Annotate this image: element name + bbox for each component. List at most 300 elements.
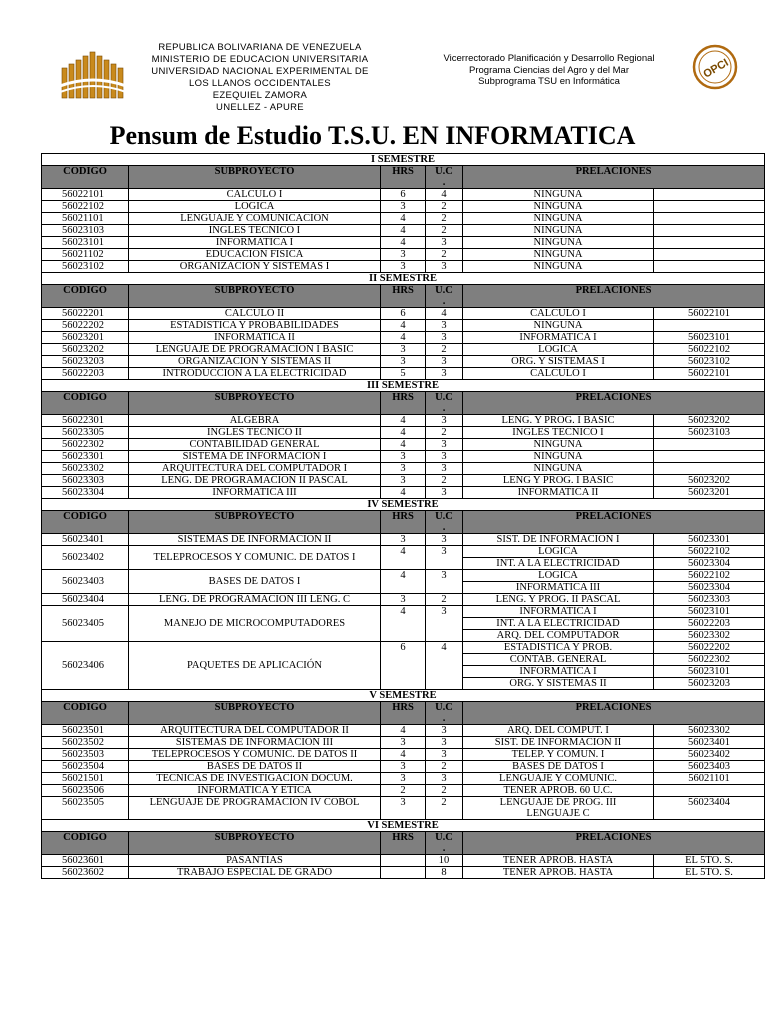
table-row: [42, 344, 765, 356]
course-credits: 3: [426, 237, 463, 249]
table-row: [42, 570, 765, 582]
prereq-name: NINGUNA: [463, 249, 654, 261]
column-header-subject: SUBPROYECTO: [129, 702, 381, 725]
institution-header-line: UNELLEZ - APURE: [216, 102, 304, 113]
prereq-name: TENER APROB. HASTA: [463, 867, 654, 879]
table-row: [42, 189, 765, 201]
table-row: [42, 427, 765, 439]
prereq-code: [654, 261, 765, 273]
prereq-name: SIST. DE INFORMACION I: [463, 534, 654, 546]
semester-header: [42, 690, 765, 702]
course-credits: 3: [426, 606, 463, 642]
semester-header: [42, 154, 765, 166]
course-code: 56022301: [42, 415, 129, 427]
prereq-code: 56023202: [654, 415, 765, 427]
course-code: 56023504: [42, 761, 129, 773]
course-credits: 4: [426, 642, 463, 690]
prereq-code: 56023101: [654, 332, 765, 344]
prereq-code: 56022101: [654, 308, 765, 320]
table-row: [42, 475, 765, 487]
column-header-subject: SUBPROYECTO: [129, 511, 381, 534]
course-hours: 4: [381, 487, 426, 499]
course-name: TECNICAS DE INVESTIGACION DOCUM.: [129, 773, 381, 785]
prereq-code: 56023203: [654, 678, 765, 690]
table-row: [42, 725, 765, 737]
prereq-name: LOGICA: [463, 344, 654, 356]
course-hours: 3: [381, 356, 426, 368]
prereq-code: 56023404: [654, 797, 765, 820]
course-code: 56023602: [42, 867, 129, 879]
course-hours: 3: [381, 201, 426, 213]
course-hours: 4: [381, 237, 426, 249]
prereq-name: LENG. Y PROG. II PASCAL: [463, 594, 654, 606]
prereq-name: CALCULO I: [463, 368, 654, 380]
course-hours: 4: [381, 439, 426, 451]
prereq-code: 56023202: [654, 475, 765, 487]
table-row: [42, 320, 765, 332]
column-header-uc: U.C .: [426, 511, 463, 534]
course-code: 56023502: [42, 737, 129, 749]
course-name: INTRODUCCION A LA ELECTRICIDAD: [129, 368, 381, 380]
column-header-subject: SUBPROYECTO: [129, 285, 381, 308]
table-row: [42, 737, 765, 749]
course-hours: 3: [381, 261, 426, 273]
table-row: [42, 797, 765, 820]
unellez-logo: [60, 46, 126, 106]
course-name: INFORMATICA II: [129, 332, 381, 344]
opci-logo: [692, 44, 738, 90]
column-header-uc: U.C .: [426, 702, 463, 725]
course-name: CALCULO I: [129, 189, 381, 201]
semester-title: II SEMESTRE: [42, 273, 765, 285]
course-name: BASES DE DATOS I: [129, 570, 381, 594]
prereq-code: [654, 213, 765, 225]
course-credits: 3: [426, 261, 463, 273]
course-credits: 2: [426, 475, 463, 487]
institution-header-line: EZEQUIEL ZAMORA: [212, 90, 308, 101]
course-name: EDUCACION FISICA: [129, 249, 381, 261]
column-header-row: [42, 511, 765, 534]
semester-title: V SEMESTRE: [42, 690, 765, 702]
course-hours: 4: [381, 606, 426, 642]
table-row: [42, 534, 765, 546]
semester-header: [42, 499, 765, 511]
course-hours: 2: [381, 785, 426, 797]
prereq-name: ARQ. DEL COMPUTADOR: [463, 630, 654, 642]
semester-title: III SEMESTRE: [42, 380, 765, 392]
course-hours: 4: [381, 546, 426, 570]
prereq-name: ORG. Y SISTEMAS II: [463, 678, 654, 690]
prereq-name: INFORMATICA I: [463, 606, 654, 618]
course-name: ARQUITECTURA DEL COMPUTADOR I: [129, 463, 381, 475]
course-credits: 2: [426, 213, 463, 225]
course-code: 56023202: [42, 344, 129, 356]
institution-header: [130, 42, 390, 114]
course-code: 56022101: [42, 189, 129, 201]
course-hours: 4: [381, 725, 426, 737]
table-row: [42, 749, 765, 761]
course-credits: 3: [426, 332, 463, 344]
prereq-name: NINGUNA: [463, 463, 654, 475]
prereq-code: [654, 249, 765, 261]
prereq-code: 56022202: [654, 642, 765, 654]
prereq-name: CALCULO I: [463, 308, 654, 320]
table-row: [42, 261, 765, 273]
course-name: ALGEBRA: [129, 415, 381, 427]
prereq-code: 56022102: [654, 344, 765, 356]
prereq-name: NINGUNA: [463, 261, 654, 273]
column-header-code: CODIGO: [42, 285, 129, 308]
course-credits: 2: [426, 225, 463, 237]
table-row: [42, 356, 765, 368]
prereq-name: CONTAB. GENERAL: [463, 654, 654, 666]
course-name: TRABAJO ESPECIAL DE GRADO: [129, 867, 381, 879]
prereq-code: 56023101: [654, 606, 765, 618]
course-hours: 3: [381, 594, 426, 606]
semester-header: [42, 273, 765, 285]
prereq-code: [654, 189, 765, 201]
prereq-name: INFORMATICA III: [463, 582, 654, 594]
semester-title: IV SEMESTRE: [42, 499, 765, 511]
table-row: [42, 487, 765, 499]
course-name: ESTADISTICA Y PROBABILIDADES: [129, 320, 381, 332]
course-code: 56021102: [42, 249, 129, 261]
table-row: [42, 225, 765, 237]
table-row: [42, 415, 765, 427]
program-header-line: Subprograma TSU en Informática: [478, 76, 620, 87]
course-name: MANEJO DE MICROCOMPUTADORES: [129, 606, 381, 642]
table-row: [42, 463, 765, 475]
course-name: TELEPROCESOS Y COMUNIC. DE DATOS I: [129, 546, 381, 570]
prereq-code: 56021101: [654, 773, 765, 785]
prereq-code: 56023302: [654, 630, 765, 642]
column-header-row: [42, 392, 765, 415]
prereq-name: INFORMATICA II: [463, 487, 654, 499]
prereq-code: 56022102: [654, 546, 765, 558]
column-header-uc: U.C .: [426, 166, 463, 189]
table-row: [42, 368, 765, 380]
prereq-code: [654, 451, 765, 463]
course-name: INGLES TECNICO I: [129, 225, 381, 237]
course-name: ARQUITECTURA DEL COMPUTADOR II: [129, 725, 381, 737]
course-code: 56023402: [42, 546, 129, 570]
course-credits: 3: [426, 534, 463, 546]
column-header-hrs: HRS: [381, 285, 426, 308]
table-row: [42, 606, 765, 618]
prereq-name: INFORMATICA I: [463, 332, 654, 344]
course-credits: 3: [426, 439, 463, 451]
course-credits: 2: [426, 594, 463, 606]
column-header-subject: SUBPROYECTO: [129, 392, 381, 415]
prereq-name: LOGICA: [463, 546, 654, 558]
prereq-code: [654, 320, 765, 332]
course-name: LENGUAJE DE PROGRAMACION IV COBOL: [129, 797, 381, 820]
table-row: [42, 594, 765, 606]
course-hours: 3: [381, 451, 426, 463]
column-header-hrs: HRS: [381, 511, 426, 534]
semester-title: I SEMESTRE: [42, 154, 765, 166]
course-hours: 5: [381, 368, 426, 380]
course-credits: 2: [426, 249, 463, 261]
course-credits: 3: [426, 546, 463, 570]
course-credits: 3: [426, 570, 463, 594]
course-name: SISTEMAS DE INFORMACION III: [129, 737, 381, 749]
table-row: [42, 439, 765, 451]
course-code: 56023203: [42, 356, 129, 368]
prereq-name: NINGUNA: [463, 201, 654, 213]
course-credits: 3: [426, 415, 463, 427]
table-row: [42, 249, 765, 261]
table-row: [42, 642, 765, 654]
prereq-name: ARQ. DEL COMPUT. I: [463, 725, 654, 737]
prereq-code: 56023401: [654, 737, 765, 749]
table-row: [42, 773, 765, 785]
table-row: [42, 332, 765, 344]
prereq-name: INFORMATICA I: [463, 666, 654, 678]
column-header-subject: SUBPROYECTO: [129, 166, 381, 189]
course-name: LOGICA: [129, 201, 381, 213]
prereq-code: 56023101: [654, 666, 765, 678]
prereq-name: BASES DE DATOS I: [463, 761, 654, 773]
course-name: INFORMATICA Y ETICA: [129, 785, 381, 797]
course-code: 56023102: [42, 261, 129, 273]
course-code: 56022302: [42, 439, 129, 451]
prereq-name: LENGUAJE DE PROG. III LENGUAJE C: [463, 797, 654, 820]
table-row: [42, 308, 765, 320]
course-credits: 2: [426, 761, 463, 773]
column-header-code: CODIGO: [42, 832, 129, 855]
column-header-hrs: HRS: [381, 392, 426, 415]
course-code: 56023302: [42, 463, 129, 475]
column-header-uc: U.C .: [426, 832, 463, 855]
prereq-name: NINGUNA: [463, 439, 654, 451]
column-header-prereq: PRELACIONES: [463, 285, 765, 308]
prereq-code: 56023302: [654, 725, 765, 737]
table-row: [42, 867, 765, 879]
course-name: LENGUAJE DE PROGRAMACION I BASIC: [129, 344, 381, 356]
column-header-code: CODIGO: [42, 166, 129, 189]
course-hours: [381, 855, 426, 867]
semester-title: VI SEMESTRE: [42, 820, 765, 832]
course-code: 56023406: [42, 642, 129, 690]
course-hours: 4: [381, 427, 426, 439]
column-header-subject: SUBPROYECTO: [129, 832, 381, 855]
course-hours: 3: [381, 737, 426, 749]
course-name: INGLES TECNICO II: [129, 427, 381, 439]
course-name: BASES DE DATOS II: [129, 761, 381, 773]
course-credits: 3: [426, 356, 463, 368]
prereq-name: INT. A LA ELECTRICIDAD: [463, 558, 654, 570]
course-credits: 3: [426, 737, 463, 749]
column-header-row: [42, 166, 765, 189]
prereq-code: 56023403: [654, 761, 765, 773]
course-code: 56021101: [42, 213, 129, 225]
column-header-prereq: PRELACIONES: [463, 392, 765, 415]
column-header-hrs: HRS: [381, 166, 426, 189]
prereq-code: 56023103: [654, 427, 765, 439]
course-code: 56022203: [42, 368, 129, 380]
prereq-name: TENER APROB. 60 U.C.: [463, 785, 654, 797]
course-code: 56022102: [42, 201, 129, 213]
course-hours: 3: [381, 797, 426, 820]
course-hours: 6: [381, 642, 426, 690]
prereq-code: 56023303: [654, 594, 765, 606]
prereq-code: EL 5TO. S.: [654, 867, 765, 879]
course-code: 56023405: [42, 606, 129, 642]
course-hours: 6: [381, 189, 426, 201]
prereq-name: TENER APROB. HASTA: [463, 855, 654, 867]
prereq-name: NINGUNA: [463, 320, 654, 332]
course-hours: 3: [381, 534, 426, 546]
column-header-row: [42, 832, 765, 855]
course-name: CONTABILIDAD GENERAL: [129, 439, 381, 451]
prereq-code: 56023201: [654, 487, 765, 499]
course-credits: 3: [426, 368, 463, 380]
prereq-code: [654, 463, 765, 475]
course-code: 56023103: [42, 225, 129, 237]
prereq-name: ORG. Y SISTEMAS I: [463, 356, 654, 368]
prereq-name: INT. A LA ELECTRICIDAD: [463, 618, 654, 630]
semester-header: [42, 380, 765, 392]
curriculum-table: [41, 153, 765, 879]
column-header-prereq: PRELACIONES: [463, 166, 765, 189]
opci-logo-text: OPCI: [701, 56, 731, 81]
course-hours: 4: [381, 332, 426, 344]
course-code: 56023401: [42, 534, 129, 546]
institution-header-line: UNIVERSIDAD NACIONAL EXPERIMENTAL DE: [151, 66, 369, 77]
course-credits: 2: [426, 344, 463, 356]
prereq-code: 56023102: [654, 356, 765, 368]
column-header-uc: U.C .: [426, 285, 463, 308]
course-code: 56023506: [42, 785, 129, 797]
course-credits: 3: [426, 773, 463, 785]
prereq-name: LOGICA: [463, 570, 654, 582]
course-code: 56023303: [42, 475, 129, 487]
course-credits: 2: [426, 797, 463, 820]
column-header-row: [42, 285, 765, 308]
column-header-hrs: HRS: [381, 702, 426, 725]
course-credits: 3: [426, 463, 463, 475]
course-name: ORGANIZACION Y SISTEMAS I: [129, 261, 381, 273]
page-title: Pensum de Estudio T.S.U. EN INFORMATICA: [109, 121, 636, 150]
prereq-name: INGLES TECNICO I: [463, 427, 654, 439]
course-hours: 6: [381, 308, 426, 320]
table-row: [42, 201, 765, 213]
program-header-line: Programa Ciencias del Agro y del Mar: [469, 64, 629, 76]
course-credits: 3: [426, 749, 463, 761]
table-row: [42, 546, 765, 558]
prereq-name: LENGUAJE Y COMUNIC.: [463, 773, 654, 785]
course-credits: 4: [426, 189, 463, 201]
course-hours: 3: [381, 344, 426, 356]
column-header-hrs: HRS: [381, 832, 426, 855]
course-hours: 3: [381, 773, 426, 785]
course-code: 56022201: [42, 308, 129, 320]
column-header-uc: U.C .: [426, 392, 463, 415]
course-credits: 8: [426, 867, 463, 879]
course-code: 56023403: [42, 570, 129, 594]
course-hours: 3: [381, 475, 426, 487]
institution-header-line: LOS LLANOS OCCIDENTALES: [189, 78, 331, 89]
prereq-code: 56022302: [654, 654, 765, 666]
institution-header-line: REPUBLICA BOLIVARIANA DE VENEZUELA: [158, 42, 362, 53]
prereq-code: [654, 785, 765, 797]
course-name: PASANTIAS: [129, 855, 381, 867]
column-header-prereq: PRELACIONES: [463, 702, 765, 725]
prereq-name: TELEP. Y COMUN. I: [463, 749, 654, 761]
prereq-code: [654, 201, 765, 213]
table-row: [42, 213, 765, 225]
prereq-code: 56023301: [654, 534, 765, 546]
column-header-prereq: PRELACIONES: [463, 511, 765, 534]
column-header-code: CODIGO: [42, 392, 129, 415]
column-header-row: [42, 702, 765, 725]
prereq-name: SIST. DE INFORMACION II: [463, 737, 654, 749]
course-credits: 3: [426, 487, 463, 499]
course-name: SISTEMA DE INFORMACION I: [129, 451, 381, 463]
course-hours: 4: [381, 570, 426, 594]
prereq-name: NINGUNA: [463, 189, 654, 201]
course-hours: [381, 867, 426, 879]
prereq-code: 56022101: [654, 368, 765, 380]
course-name: ORGANIZACION Y SISTEMAS II: [129, 356, 381, 368]
course-name: CALCULO II: [129, 308, 381, 320]
column-header-prereq: PRELACIONES: [463, 832, 765, 855]
prereq-name: NINGUNA: [463, 225, 654, 237]
column-header-code: CODIGO: [42, 511, 129, 534]
semester-header: [42, 820, 765, 832]
course-code: 56023201: [42, 332, 129, 344]
prereq-name: LENG. Y PROG. I BASIC: [463, 415, 654, 427]
course-name: PAQUETES DE APLICACIÓN: [129, 642, 381, 690]
program-header-line: Vicerrectorado Planificación y Desarrollo Regional: [443, 53, 655, 64]
course-hours: 3: [381, 761, 426, 773]
course-credits: 3: [426, 320, 463, 332]
course-credits: 2: [426, 201, 463, 213]
course-code: 56023501: [42, 725, 129, 737]
course-hours: 4: [381, 320, 426, 332]
prereq-code: EL 5TO. S.: [654, 855, 765, 867]
institution-header-line: MINISTERIO DE EDUCACION UNIVERSITARIA: [151, 54, 369, 65]
program-header: [418, 53, 680, 88]
course-name: LENG. DE PROGRAMACION III LENG. C: [129, 594, 381, 606]
table-row: [42, 451, 765, 463]
course-name: TELEPROCESOS Y COMUNIC. DE DATOS II: [129, 749, 381, 761]
table-row: [42, 761, 765, 773]
course-hours: 4: [381, 415, 426, 427]
prereq-name: NINGUNA: [463, 213, 654, 225]
course-credits: 10: [426, 855, 463, 867]
course-code: 56021501: [42, 773, 129, 785]
column-header-code: CODIGO: [42, 702, 129, 725]
course-credits: 3: [426, 725, 463, 737]
prereq-code: 56023402: [654, 749, 765, 761]
prereq-code: 56023304: [654, 582, 765, 594]
prereq-code: [654, 237, 765, 249]
course-code: 56023101: [42, 237, 129, 249]
course-hours: 4: [381, 213, 426, 225]
course-name: LENG. DE PROGRAMACION II PASCAL: [129, 475, 381, 487]
prereq-name: NINGUNA: [463, 237, 654, 249]
course-credits: 2: [426, 785, 463, 797]
course-hours: 4: [381, 749, 426, 761]
prereq-code: 56022203: [654, 618, 765, 630]
course-code: 56023304: [42, 487, 129, 499]
course-code: 56023505: [42, 797, 129, 820]
course-code: 56023301: [42, 451, 129, 463]
prereq-code: [654, 225, 765, 237]
course-credits: 3: [426, 451, 463, 463]
